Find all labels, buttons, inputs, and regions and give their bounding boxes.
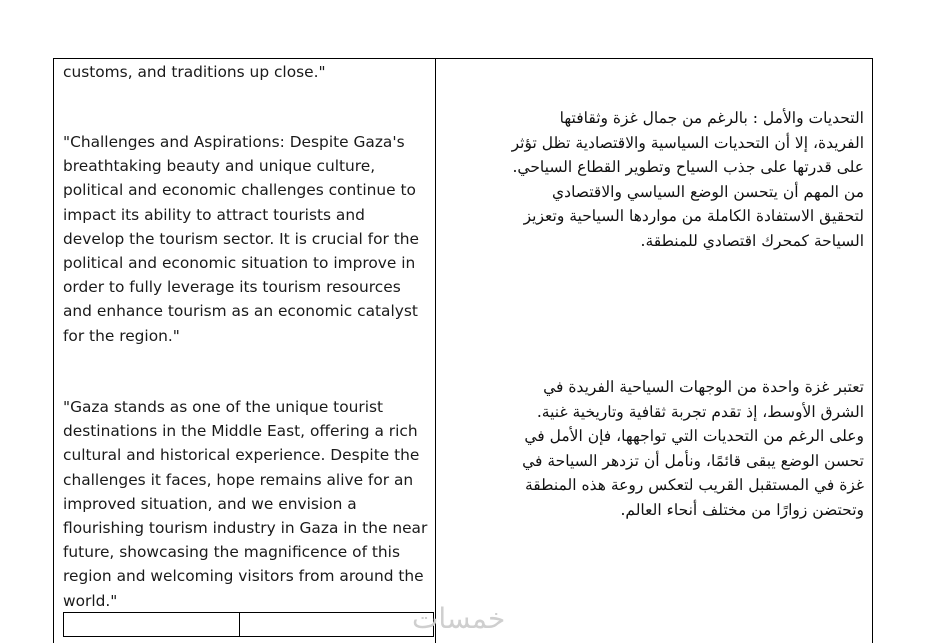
watermark-logo: خمسات bbox=[412, 602, 506, 635]
english-paragraph-gaza-destination: "Gaza stands as one of the unique tourist destinations in the Middle East, offering a rich cultural and historical experience. Despite the challenges it faces, hope remains alive for an improved situation, and we envision a flourishing tourism industry in Gaza in the near future, showcasing the magnificence of this region and welcoming visitors from around the world." bbox=[63, 398, 428, 610]
english-paragraph-challenges: "Challenges and Aspirations: Despite Gaza's breathtaking beauty and unique culture, political and economic challenges continue to impact its ability to attract tourists and develop the tourism sector. It is crucial for the political and economic situation to improve in order to fully leverage its tourism resources and enhance tourism as an economic catalyst for the region." bbox=[63, 133, 419, 345]
arabic-paragraph-gaza-destination: تعتبر غزة واحدة من الوجهات السياحية الفريدة في الشرق الأوسط، إذ تقدم تجربة ثقافية وتاريخية غنية. وعلى الرغم من التحديات التي تواجهها، فإن الأمل في تحسن الوضع يبقى قائمًا، ونأمل أن تزدهر السياحة في غزة في المستقبل القريب لتعكس روعة هذه المنطقة وتحتضن زوارًا من مختلف أنحاء العالم. bbox=[522, 378, 864, 519]
bottom-row-divider bbox=[239, 613, 240, 636]
english-paragraph-continued: customs, and traditions up close." bbox=[63, 63, 326, 81]
arabic-paragraph-challenges: التحديات والأمل : بالرغم من جمال غزة وثقافتها الفريدة، إلا أن التحديات السياسية والاقتصادية تظل تؤثر على قدرتها على جذب السياح وتطوير القطاع السياحي. من المهم أن يتحسن الوضع السياسي والاقتصادي لتحقيق الاستفادة الكاملة من مواردها السياحية وتعزيز السياحة كمحرك اقتصادي للمنطقة. bbox=[511, 109, 864, 250]
column-divider bbox=[435, 58, 436, 643]
table-bottom-row bbox=[63, 612, 434, 637]
